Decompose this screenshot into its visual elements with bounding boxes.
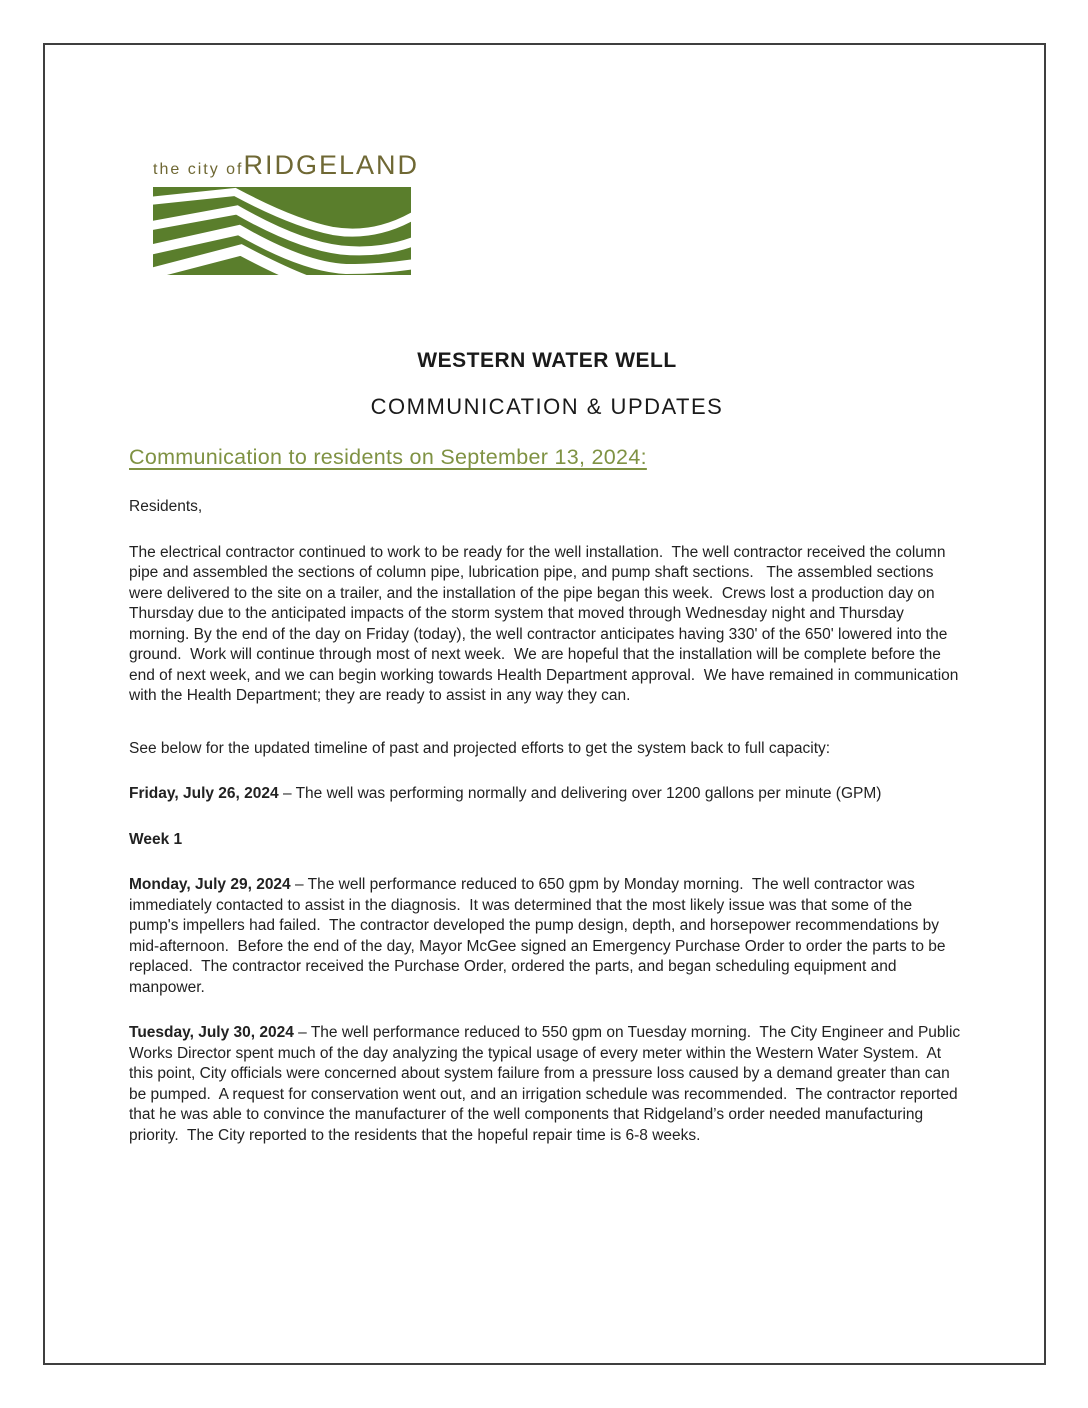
entry-text-tuesday: – The well performance reduced to 550 gpm on Tuesday morning. The City Engineer and Public Works Director spent much of the day analyzing the typical usage of every meter within the Western Water System. At this point, City officials were concerned about system failure from a pressure loss caused by a demand greater than can be pumped. A request for conservation went out, and an irrigation schedule was recommended. The contractor reported that he was able to convince the manufacturer of the well components that Ridgeland’s order needed manufacturing priority. The City reported to the residents that the hopeful repair time is 6-8 weeks. [129, 1024, 965, 1144]
entry-text-friday: – The well was performing normally and delivering over 1200 gallons per minute (GPM) [278, 785, 882, 802]
section-heading: Communication to residents on September 13, 2024: [129, 445, 647, 469]
ridgeland-logo [153, 150, 420, 275]
logo-city-name: RIDGELAND [243, 150, 420, 180]
letter-body [129, 497, 965, 1171]
document-title: WESTERN WATER WELL [417, 349, 677, 372]
paragraph-see-below: See below for the updated timeline of past and projected efforts to get the system back to full capacity: [129, 739, 831, 757]
timeline-entry-friday [129, 784, 965, 805]
entry-date-friday: Friday, July 26, 2024 [129, 785, 279, 802]
salutation: Residents, [129, 498, 203, 515]
timeline-entry-tuesday [129, 1023, 965, 1146]
timeline-entry-monday [129, 875, 965, 998]
logo-waves-icon [153, 187, 411, 275]
logo-prefix-text: the city of [153, 161, 244, 178]
document-subtitle: COMMUNICATION & UPDATES [370, 394, 724, 419]
entry-date-tuesday: Tuesday, July 30, 2024 [129, 1024, 294, 1041]
week-1-label: Week 1 [129, 830, 183, 848]
logo-wordmark [153, 150, 420, 181]
entry-text-monday: – The well performance reduced to 650 gpm by Monday morning. The well contractor was immediately contacted to assist in the diagnosis. It was determined that the most likely issue was that some of the pump's impellers had failed. The contractor developed the pump design, depth, and horsepower recommendations by mid-afternoon. Before the end of the day, Mayor McGee signed an Emergency Purchase Order to order the parts to be replaced. The contractor received the Purchase Order, ordered the parts, and began scheduling equipment and manpower. [129, 876, 950, 996]
entry-date-monday: Monday, July 29, 2024 [129, 876, 291, 893]
paragraph-installation-update: The electrical contractor continued to work to be ready for the well installation. The well contractor received the column pipe and assembled the sections of column pipe, lubrication pipe, and pump shaft sections. The assembled sections were delivered to the site on a trailer, and the installation of the pipe began this week. Crews lost a production day on Thursday due to the anticipated impacts of the storm system that moved through Wednesday night and Thursday morning. By the end of the day on Friday (today), the well contractor anticipates having 330' of the 650' lowered into the ground. Work will continue through most of next week. We are hopeful that the installation will be complete before the end of next week, and we can begin working towards Health Department approval. We have remained in communication with the Health Department; they are ready to assist in any way they can. [129, 543, 963, 704]
